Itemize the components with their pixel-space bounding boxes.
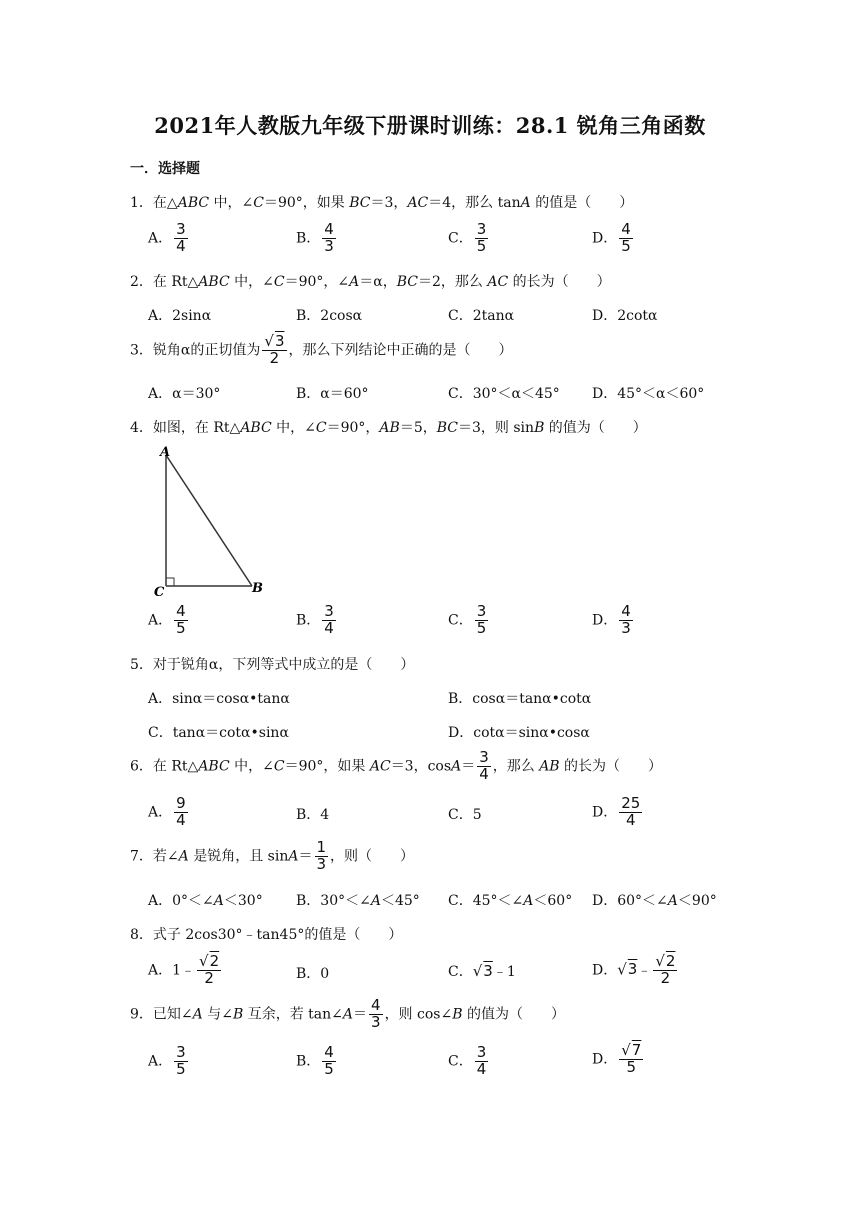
q8-option-a[interactable]: A．1﹣ $\frac{√2}{2}$ bbox=[148, 952, 220, 987]
q2-option-a[interactable]: A．2sinα bbox=[148, 308, 212, 324]
right-angle-mark bbox=[166, 578, 174, 586]
q8-option-b[interactable]: B．0 bbox=[296, 966, 330, 982]
side-ab bbox=[166, 455, 252, 586]
q4-option-d[interactable]: D． $\frac{4}{3}$ bbox=[592, 602, 631, 637]
q6-option-a[interactable]: A． $\frac{9}{4}$ bbox=[148, 794, 186, 829]
q8-option-c[interactable]: C．√3﹣1 bbox=[448, 962, 516, 980]
q7-option-d[interactable]: D．60°＜∠A＜90° bbox=[592, 893, 717, 909]
q1-option-c[interactable]: C． $\frac{3}{5}$ bbox=[448, 220, 487, 255]
question-5: 5．对于锐角α，下列等式中成立的是（ ） bbox=[130, 657, 415, 673]
page-title: 2021年人教版九年级下册课时训练：28.1 锐角三角函数 bbox=[154, 113, 706, 138]
q4-option-a[interactable]: A． $\frac{4}{5}$ bbox=[148, 602, 186, 637]
q1-option-b[interactable]: B． $\frac{4}{3}$ bbox=[296, 220, 334, 255]
question-7: 7．若∠A 是锐角，且 sinA＝ $\frac{1}{3}$ ，则（ ） bbox=[130, 838, 415, 873]
question-4: 4．如图，在 Rt△ABC 中，∠C＝90°，AB＝5，BC＝3，则 sinB 的值为（ ） bbox=[130, 420, 647, 436]
q7-option-c[interactable]: C．45°＜∠A＜60° bbox=[448, 893, 573, 909]
q3-option-d[interactable]: D．45°＜α＜60° bbox=[592, 386, 705, 402]
q3-option-a[interactable]: A．α＝30° bbox=[148, 386, 221, 402]
q6-option-c[interactable]: C．5 bbox=[448, 807, 482, 823]
q7-option-b[interactable]: B．30°＜∠A＜45° bbox=[296, 893, 420, 909]
q4-option-b[interactable]: B． $\frac{3}{4}$ bbox=[296, 602, 334, 637]
question-9: 9．已知∠A 与∠B 互余，若 tan∠A＝ $\frac{4}{3}$ ，则 cos∠B 的值为（ ） bbox=[130, 996, 565, 1031]
q5-option-b[interactable]: B．cosα＝tanα•cotα bbox=[448, 691, 592, 707]
q1-option-d[interactable]: D． $\frac{4}{5}$ bbox=[592, 220, 631, 255]
q2-option-c[interactable]: C．2tanα bbox=[448, 308, 515, 324]
question-3: 3．锐角α的正切值为 $\frac{√3}{2}$ ，那么下列结论中正确的是（ ） bbox=[130, 332, 513, 367]
q1-option-a[interactable]: A． $\frac{3}{4}$ bbox=[148, 220, 186, 255]
q6-option-d[interactable]: D． $\frac{25}{4}$ bbox=[592, 794, 641, 829]
q9-option-d[interactable]: D． $\frac{√7}{5}$ bbox=[592, 1041, 642, 1076]
question-1: 1．在△ABC 中，∠C＝90°，如果 BC＝3，AC＝4，那么 tanA 的值是（ ） bbox=[130, 195, 634, 211]
question-2: 2．在 Rt△ABC 中，∠C＝90°，∠A＝α，BC＝2，那么 AC 的长为（ ） bbox=[130, 274, 611, 290]
vertex-a-label: A bbox=[160, 445, 171, 460]
question-8: 8．式子 2cos30°﹣tan45°的值是（ ） bbox=[130, 927, 403, 943]
q2-option-d[interactable]: D．2cotα bbox=[592, 308, 658, 324]
q3-option-b[interactable]: B．α＝60° bbox=[296, 386, 369, 402]
q5-option-a[interactable]: A．sinα＝cosα•tanα bbox=[148, 691, 290, 707]
section-heading: 一．选择题 bbox=[130, 161, 200, 177]
vertex-c-label: C bbox=[154, 585, 165, 600]
vertex-b-label: B bbox=[252, 581, 263, 596]
q9-option-a[interactable]: A． $\frac{3}{5}$ bbox=[148, 1043, 186, 1078]
q3-option-c[interactable]: C．30°＜α＜45° bbox=[448, 386, 560, 402]
q9-option-b[interactable]: B． $\frac{4}{5}$ bbox=[296, 1043, 334, 1078]
triangle-figure bbox=[150, 440, 280, 600]
q5-option-c[interactable]: C．tanα＝cotα•sinα bbox=[148, 725, 289, 741]
question-6: 6．在 Rt△ABC 中，∠C＝90°，如果 AC＝3，cosA＝ $\frac{3}{4}$ ，那么 AB 的长为（ ） bbox=[130, 748, 663, 783]
q9-option-c[interactable]: C． $\frac{3}{4}$ bbox=[448, 1043, 487, 1078]
q7-option-a[interactable]: A．0°＜∠A＜30° bbox=[148, 893, 263, 909]
q4-option-c[interactable]: C． $\frac{3}{5}$ bbox=[448, 602, 487, 637]
q5-option-d[interactable]: D．cotα＝sinα•cosα bbox=[448, 725, 590, 741]
q8-option-d[interactable]: D．√3﹣ $\frac{√2}{2}$ bbox=[592, 952, 676, 987]
q2-option-b[interactable]: B．2cosα bbox=[296, 308, 363, 324]
q6-option-b[interactable]: B．4 bbox=[296, 807, 330, 823]
